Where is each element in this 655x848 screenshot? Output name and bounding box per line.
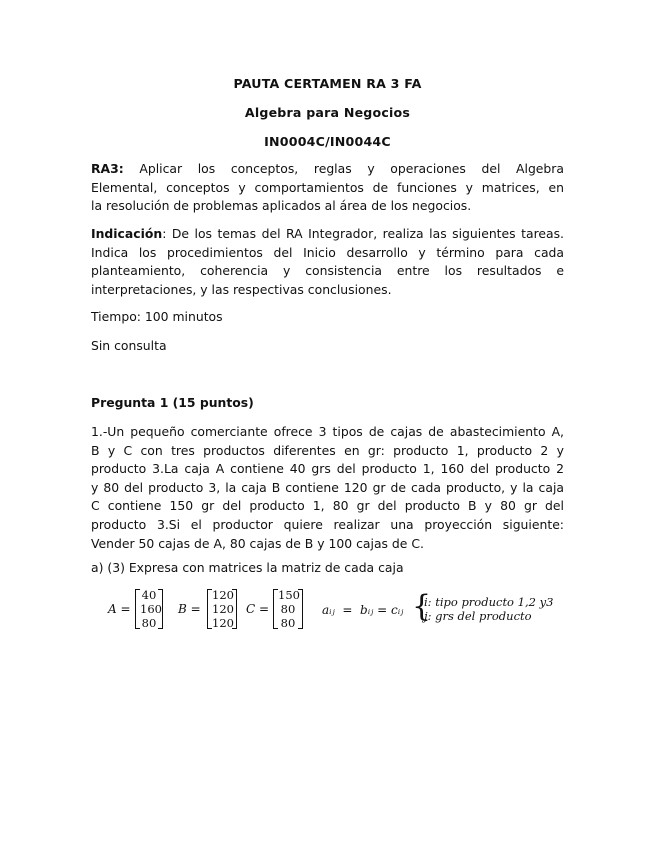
definition-brace: {: [412, 589, 432, 624]
indicacion-line: interpretaciones, y las respectivas conclusiones.: [91, 281, 392, 297]
consultation-note: Sin consulta: [91, 338, 167, 353]
matrix-c-cell: 80: [280, 616, 296, 630]
matrix-b-cell: 120: [212, 616, 234, 630]
statement-line: producto 3.La caja A contiene 40 grs del producto 1, 160 del producto 2: [91, 461, 564, 477]
course-name: Algebra para Negocios: [244, 105, 411, 120]
indicacion-line: Indica los procedimientos del Inicio desarrollo y término para cada: [91, 244, 564, 260]
time-limit: Tiempo: 100 minutos: [91, 309, 223, 324]
statement-line: B y C con tres productos diferentes en gr: producto 1, producto 2 y: [91, 442, 564, 458]
matrix-b-label: B =: [178, 602, 201, 616]
matrix-a-cell: 160: [140, 602, 162, 616]
question-1-title: Pregunta 1 (15 puntos): [91, 395, 254, 410]
statement-line: 1.-Un pequeño comerciante ofrece 3 tipos de cajas de abastecimiento A,: [91, 424, 564, 439]
question-1-statement: [91, 423, 564, 553]
index-equality-formula: aᵢⱼ = bᵢⱼ = cᵢⱼ: [322, 603, 404, 617]
part-a-prompt: a) (3) Expresa con matrices la matriz de cada caja: [91, 560, 404, 575]
matrix-c-label: C =: [246, 602, 270, 616]
matrix-a-label: A =: [108, 602, 131, 616]
course-code: IN0004C/IN0044C: [264, 134, 391, 149]
matrix-b-cell: 120: [212, 602, 234, 616]
indicacion-paragraph: [91, 225, 564, 299]
ra3-line: la resolución de problemas aplicados al área de los negocios.: [91, 198, 472, 214]
statement-line: C contiene 150 gr del producto 1, 80 gr del producto B y 80 gr del: [91, 498, 564, 514]
index-j-definition: j: grs del producto: [424, 609, 532, 623]
ra3-paragraph: [91, 160, 564, 216]
document-title: PAUTA CERTAMEN RA 3 FA: [233, 76, 422, 91]
indicacion-line: : De los temas del RA Integrador, realiza las siguientes tareas.: [162, 226, 564, 241]
matrix-c: [273, 588, 303, 630]
indicacion-line: planteamiento, coherencia y consistencia entre los resultados e: [91, 263, 564, 279]
matrix-a: [135, 588, 163, 630]
index-i-definition: i: tipo producto 1,2 y3: [424, 595, 554, 609]
statement-line: producto 3.Si el productor quiere realizar una proyección siguiente:: [91, 516, 564, 532]
ra3-line: Elemental, conceptos y comportamientos de funciones y matrices, en: [91, 179, 564, 195]
matrix-c-cell: 150: [278, 588, 300, 602]
ra3-label: RA3:: [91, 161, 124, 176]
indicacion-label: Indicación: [91, 226, 163, 241]
ra3-line: Aplicar los conceptos, reglas y operaciones del Algebra: [123, 161, 564, 176]
statement-line: y 80 del producto 3, la caja B contiene 120 gr de cada producto, y la caja: [91, 479, 564, 495]
matrix-b-cell: 120: [212, 588, 234, 602]
statement-line: Vender 50 cajas de A, 80 cajas de B y 100 cajas de C.: [91, 535, 424, 551]
matrix-b: [207, 588, 237, 630]
matrix-c-cell: 80: [280, 602, 296, 616]
matrix-a-cell: 80: [141, 616, 157, 630]
matrix-a-cell: 40: [141, 588, 157, 602]
